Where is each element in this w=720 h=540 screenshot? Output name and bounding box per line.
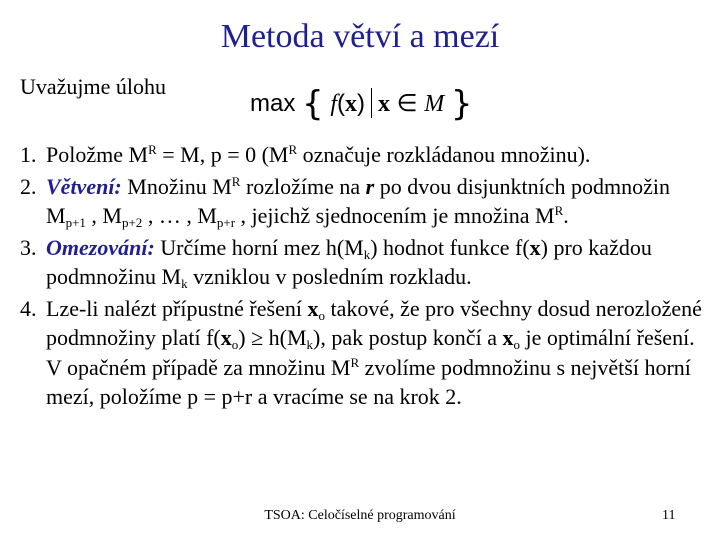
step-text: je optimální řešení. V opačném případě za množinu M <box>46 325 695 380</box>
formula-max: max <box>250 90 296 117</box>
step-var-x: x <box>220 325 232 350</box>
step-sup: R <box>554 203 564 218</box>
step-text: Položme M <box>46 142 149 167</box>
step-1 <box>20 140 710 170</box>
step-text: . <box>563 203 569 228</box>
formula-in: ∈ <box>396 90 418 117</box>
step-sub: o <box>231 337 239 352</box>
formula-x: x <box>345 91 357 117</box>
formula-left-brace: { <box>302 84 324 124</box>
step-text: zvolíme podmnožinu s největší horní mezí, položíme p = p+r a vracíme se na krok 2. <box>46 354 691 409</box>
step-sub: o <box>513 337 520 352</box>
step-var-r: r <box>365 173 375 199</box>
step-sub: k <box>181 276 188 291</box>
step-var-x: x <box>502 325 514 350</box>
step-text: Lze-li nalézt přípustné řešení <box>46 295 308 321</box>
step-3 <box>20 233 710 292</box>
step-number: 3. <box>20 234 37 260</box>
step-text: označuje rozkládanou množinu). <box>297 142 591 167</box>
step-text: Určíme horní mez h(M <box>154 234 364 260</box>
formula-right-brace: } <box>450 84 473 124</box>
steps-list <box>20 140 710 414</box>
step-text: ) ≥ h(M <box>238 325 307 350</box>
step-emphasis: Omezování: <box>46 234 155 260</box>
formula-f: f <box>330 91 337 117</box>
step-text: , jejichž sjednocením je množina M <box>235 203 555 228</box>
step-text: po dvou disjunktních podmnožin M <box>46 173 670 228</box>
step-text: takové, že pro všechny dosud nerozložené podmnožiny platí f( <box>46 295 702 350</box>
intro-text: Uvažujme úlohu <box>20 74 167 99</box>
step-sub: p+r <box>216 215 236 230</box>
step-4 <box>20 294 710 412</box>
step-number: 2. <box>20 173 37 199</box>
footer-text: TSOA: Celočíselné programování <box>264 508 456 523</box>
formula-set: M <box>424 91 445 117</box>
page-number: 11 <box>662 508 676 523</box>
step-number: 1. <box>20 142 37 167</box>
step-text: ), pak postup končí a <box>313 325 503 350</box>
step-sup: R <box>231 173 241 189</box>
formula-x2: x <box>378 91 390 117</box>
step-2 <box>20 172 710 231</box>
step-number: 4. <box>20 295 37 321</box>
step-sup: R <box>350 354 360 370</box>
step-text: , … , M <box>142 203 217 228</box>
step-sub: p+1 <box>65 215 86 230</box>
step-sub: k <box>306 337 314 352</box>
step-text: , M <box>85 203 122 228</box>
step-text: = M, p = 0 (M <box>156 142 289 167</box>
step-sup: R <box>148 142 157 157</box>
step-emphasis: Větvení: <box>46 173 122 199</box>
step-text: vzniklou v posledním rozkladu. <box>187 264 472 289</box>
slide-title: Metoda větví a mezí <box>220 18 500 55</box>
step-var-x: x <box>529 234 541 260</box>
step-text: Množinu M <box>121 173 232 199</box>
step-sub: k <box>363 246 371 262</box>
step-text: rozložíme na <box>240 173 366 199</box>
step-text: ) pro každou podmnožinu M <box>46 234 652 289</box>
step-sub: o <box>318 307 325 323</box>
step-var-x: x <box>307 295 319 321</box>
step-sub: p+2 <box>121 215 143 230</box>
formula-bar <box>371 88 372 118</box>
step-sup: R <box>288 142 298 157</box>
step-text: ) hodnot funkce f( <box>370 234 530 260</box>
formula: max { f(x) x ∈ M } <box>250 84 473 124</box>
